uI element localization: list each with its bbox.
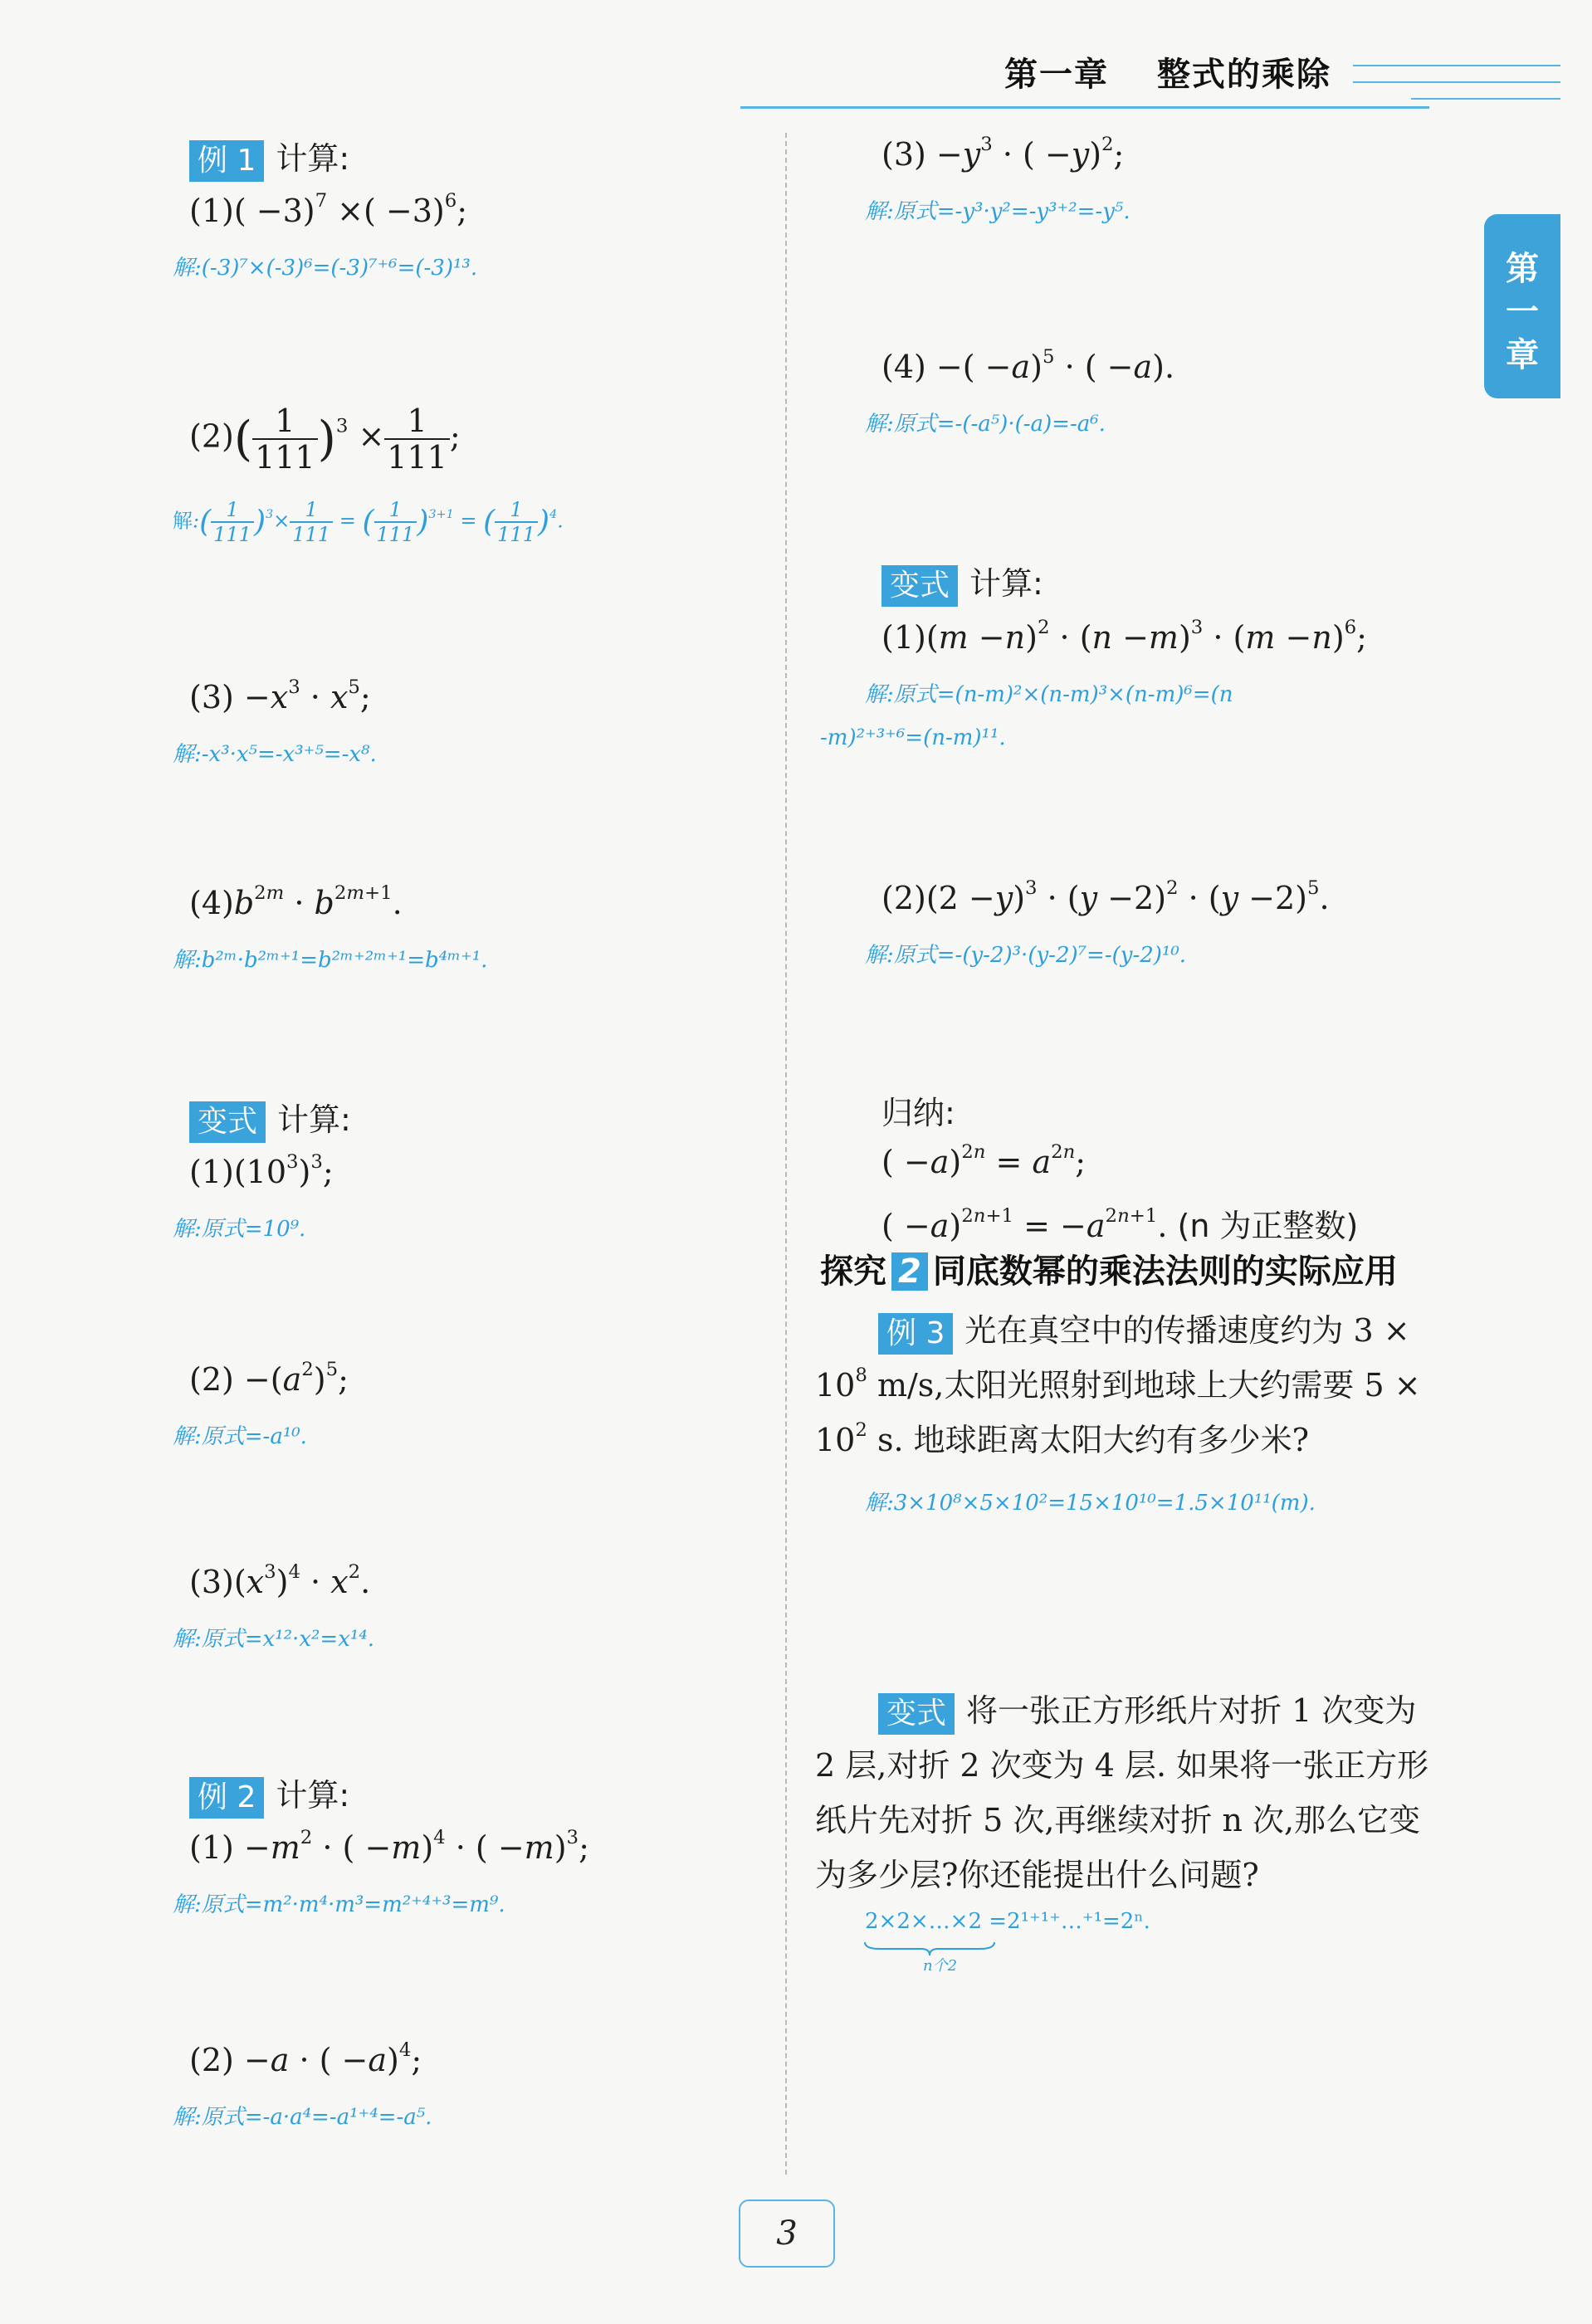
variant-1-prompt: 计算:: [277, 1101, 351, 1138]
header-rule: [740, 106, 1429, 109]
ex1-answer-4: 解:b²ᵐ·b²ᵐ⁺¹=b²ᵐ⁺²ᵐ⁺¹=b⁴ᵐ⁺¹.: [173, 948, 488, 973]
variant-3-tag: 变式: [878, 1693, 955, 1735]
example-2-tag: 例 2: [189, 1777, 264, 1819]
ex1-question-1: $(1)( -3)^7$ ×( −3)$^6$;: [189, 189, 468, 229]
var2-answer-1-line1: 解:原式=(n-m)²×(n-m)³×(n-m)⁶=(n: [865, 682, 1233, 707]
var1-question-3: $(3)(x^3)^4 \cdot x^2$.: [189, 1560, 371, 1600]
variant-3-text-1: 将一张正方形纸片对折 1 次变为: [966, 1692, 1417, 1729]
page-number: 3: [739, 2200, 835, 2268]
chapter-label: 第一章: [1004, 56, 1109, 94]
example-3-text-2: m/s,太阳光照射到地球上大约需要 5 ×: [877, 1367, 1421, 1404]
example-3-text: [815, 1303, 1454, 1467]
variant-1-tag: 变式: [189, 1101, 266, 1143]
var1-question-1: $(1)(10^3)^3$;: [189, 1150, 334, 1190]
ex1-answer-2: 解:( $\frac{1}{111}$ )$^3$× $\frac{1}{111}$ = ( $\frac{1}{111}$ )$^{3+1}$ = ( $\frac{1}{111}$ )$^4$.: [173, 498, 564, 546]
var1-answer-1: 解:原式=10⁹.: [173, 1217, 306, 1242]
underbrace-label: n个2: [923, 1957, 958, 1975]
ex2-question-2: (2) −a · ( −a)$^4$;: [189, 2038, 422, 2078]
column-divider: [785, 133, 787, 2175]
var2-question-2: $(2)(2 -y)^3 \cdot (y -2)^2 \cdot (y -2)^5$.: [881, 876, 1330, 916]
variant-3-answer: 2×2×…×2 =2¹⁺¹⁺…⁺¹=2ⁿ.: [865, 1909, 1150, 1934]
chapter-title: 整式的乘除: [1156, 56, 1331, 94]
section-prefix: 探究: [820, 1252, 886, 1291]
summary-rule-1: ( $-a)^{2n} = a^{2n}$;: [881, 1140, 1087, 1180]
ex2-answer-1: 解:原式=m²·m⁴·m³=m²⁺⁴⁺³=m⁹.: [173, 1892, 505, 1917]
example-1-heading: [189, 133, 349, 182]
var2-answer-2: 解:原式=-(y-2)³·(y-2)⁷=-(y-2)¹⁰.: [865, 943, 1187, 968]
example-3-answer: 解:3×10⁸×5×10²=15×10¹⁰=1.5×10¹¹(m).: [865, 1491, 1316, 1516]
example-2-heading: [189, 1770, 349, 1819]
chapter-side-tab[interactable]: [1484, 214, 1560, 398]
example-2-prompt: 计算:: [276, 1777, 350, 1814]
variant-2-heading: [881, 558, 1043, 607]
right-answer-4: 解:原式=-(-a⁵)·(-a)=-a⁶.: [865, 412, 1106, 437]
header-rule: [1353, 81, 1560, 83]
chapter-header: [1004, 48, 1331, 95]
var1-question-2: $(2) -(a^2)^5$;: [189, 1358, 349, 1398]
section-title: 同底数幂的乘法法则的实际应用: [932, 1252, 1398, 1291]
right-question-3: $(3) -y^3$ · ( −y)$^2$;: [881, 133, 1125, 173]
header-rule: [1411, 98, 1560, 100]
example-3-text-3: s. 地球距离太阳大约有多少米?: [877, 1422, 1310, 1458]
variant-2-tag: 变式: [881, 565, 958, 607]
header-rule: [1353, 65, 1560, 66]
ex2-answer-2: 解:原式=-a·a⁴=-a¹⁺⁴=-a⁵.: [173, 2105, 432, 2130]
example-3-line-2: $10^8$ m/s,太阳光照射到地球上大约需要 5 ×: [815, 1364, 1421, 1404]
example-3-tag: 例 3: [878, 1313, 953, 1355]
right-answer-3: 解:原式=-y³·y²=-y³⁺²=-y⁵.: [865, 199, 1131, 224]
right-question-4: (4) −( −a)$^5$ · ( −a).: [881, 345, 1175, 385]
example-3-text-1: 光在真空中的传播速度约为 3 ×: [964, 1312, 1410, 1349]
var2-answer-1-line2: -m)²⁺³⁺⁶=(n-m)¹¹.: [820, 725, 1006, 750]
summary-note: (n 为正整数): [1177, 1208, 1359, 1244]
ex1-question-3: $(3) -x^3 \cdot x^5$;: [189, 676, 371, 715]
ex1-answer-1: 解:(-3)⁷×(-3)⁶=(-3)⁷⁺⁶=(-3)¹³.: [173, 256, 478, 281]
ex2-question-1: $(1) -m^2$ · ( −m)$^4$ · ( −m)$^3$;: [189, 1826, 589, 1866]
summary-label: 归纳:: [881, 1095, 955, 1131]
chapter-side-tab-label: 第一章: [1506, 250, 1539, 374]
variant-2-prompt: 计算:: [969, 565, 1043, 602]
var1-answer-3: 解:原式=x¹²·x²=x¹⁴.: [173, 1627, 374, 1652]
var2-question-1: $(1)(m -n)^2 \cdot (n -m)^3 \cdot (m -n)^6$;: [881, 616, 1367, 656]
example-1-tag: 例 1: [189, 140, 264, 182]
variant-3-text: [815, 1683, 1454, 1902]
summary-rule-2: ( $-a)^{2n+1} = -a^{2n+1}$. (n 为正整数): [881, 1204, 1359, 1244]
variant-3-line-1: [815, 1683, 1454, 1738]
example-3-line-1: [815, 1303, 1454, 1358]
variant-3-line-4: 为多少层?你还能提出什么问题?: [815, 1857, 1259, 1893]
example-1-prompt: 计算:: [276, 140, 350, 177]
variant-3-line-2: 2 层,对折 2 次变为 4 层. 如果将一张正方形: [815, 1747, 1429, 1784]
section-heading: [820, 1245, 1398, 1292]
var1-answer-2: 解:原式=-a¹⁰.: [173, 1424, 307, 1449]
section-number: 2: [891, 1252, 928, 1291]
example-3-line-3: $10^2$ s. 地球距离太阳大约有多少米?: [815, 1418, 1310, 1458]
ex1-answer-3: 解:-x³·x⁵=-x³⁺⁵=-x⁸.: [173, 742, 377, 767]
ex1-question-4: $(4)b^{2m} \cdot b^{2m+1}$.: [189, 881, 403, 921]
variant-1-heading: [189, 1094, 351, 1143]
ex1-question-2: (2)( $\frac{1}{111}$ )$^3$ × $\frac{1}{111}$ ;: [189, 403, 461, 476]
variant-3-line-3: 纸片先对折 5 次,再继续对折 n 次,那么它变: [815, 1802, 1421, 1838]
